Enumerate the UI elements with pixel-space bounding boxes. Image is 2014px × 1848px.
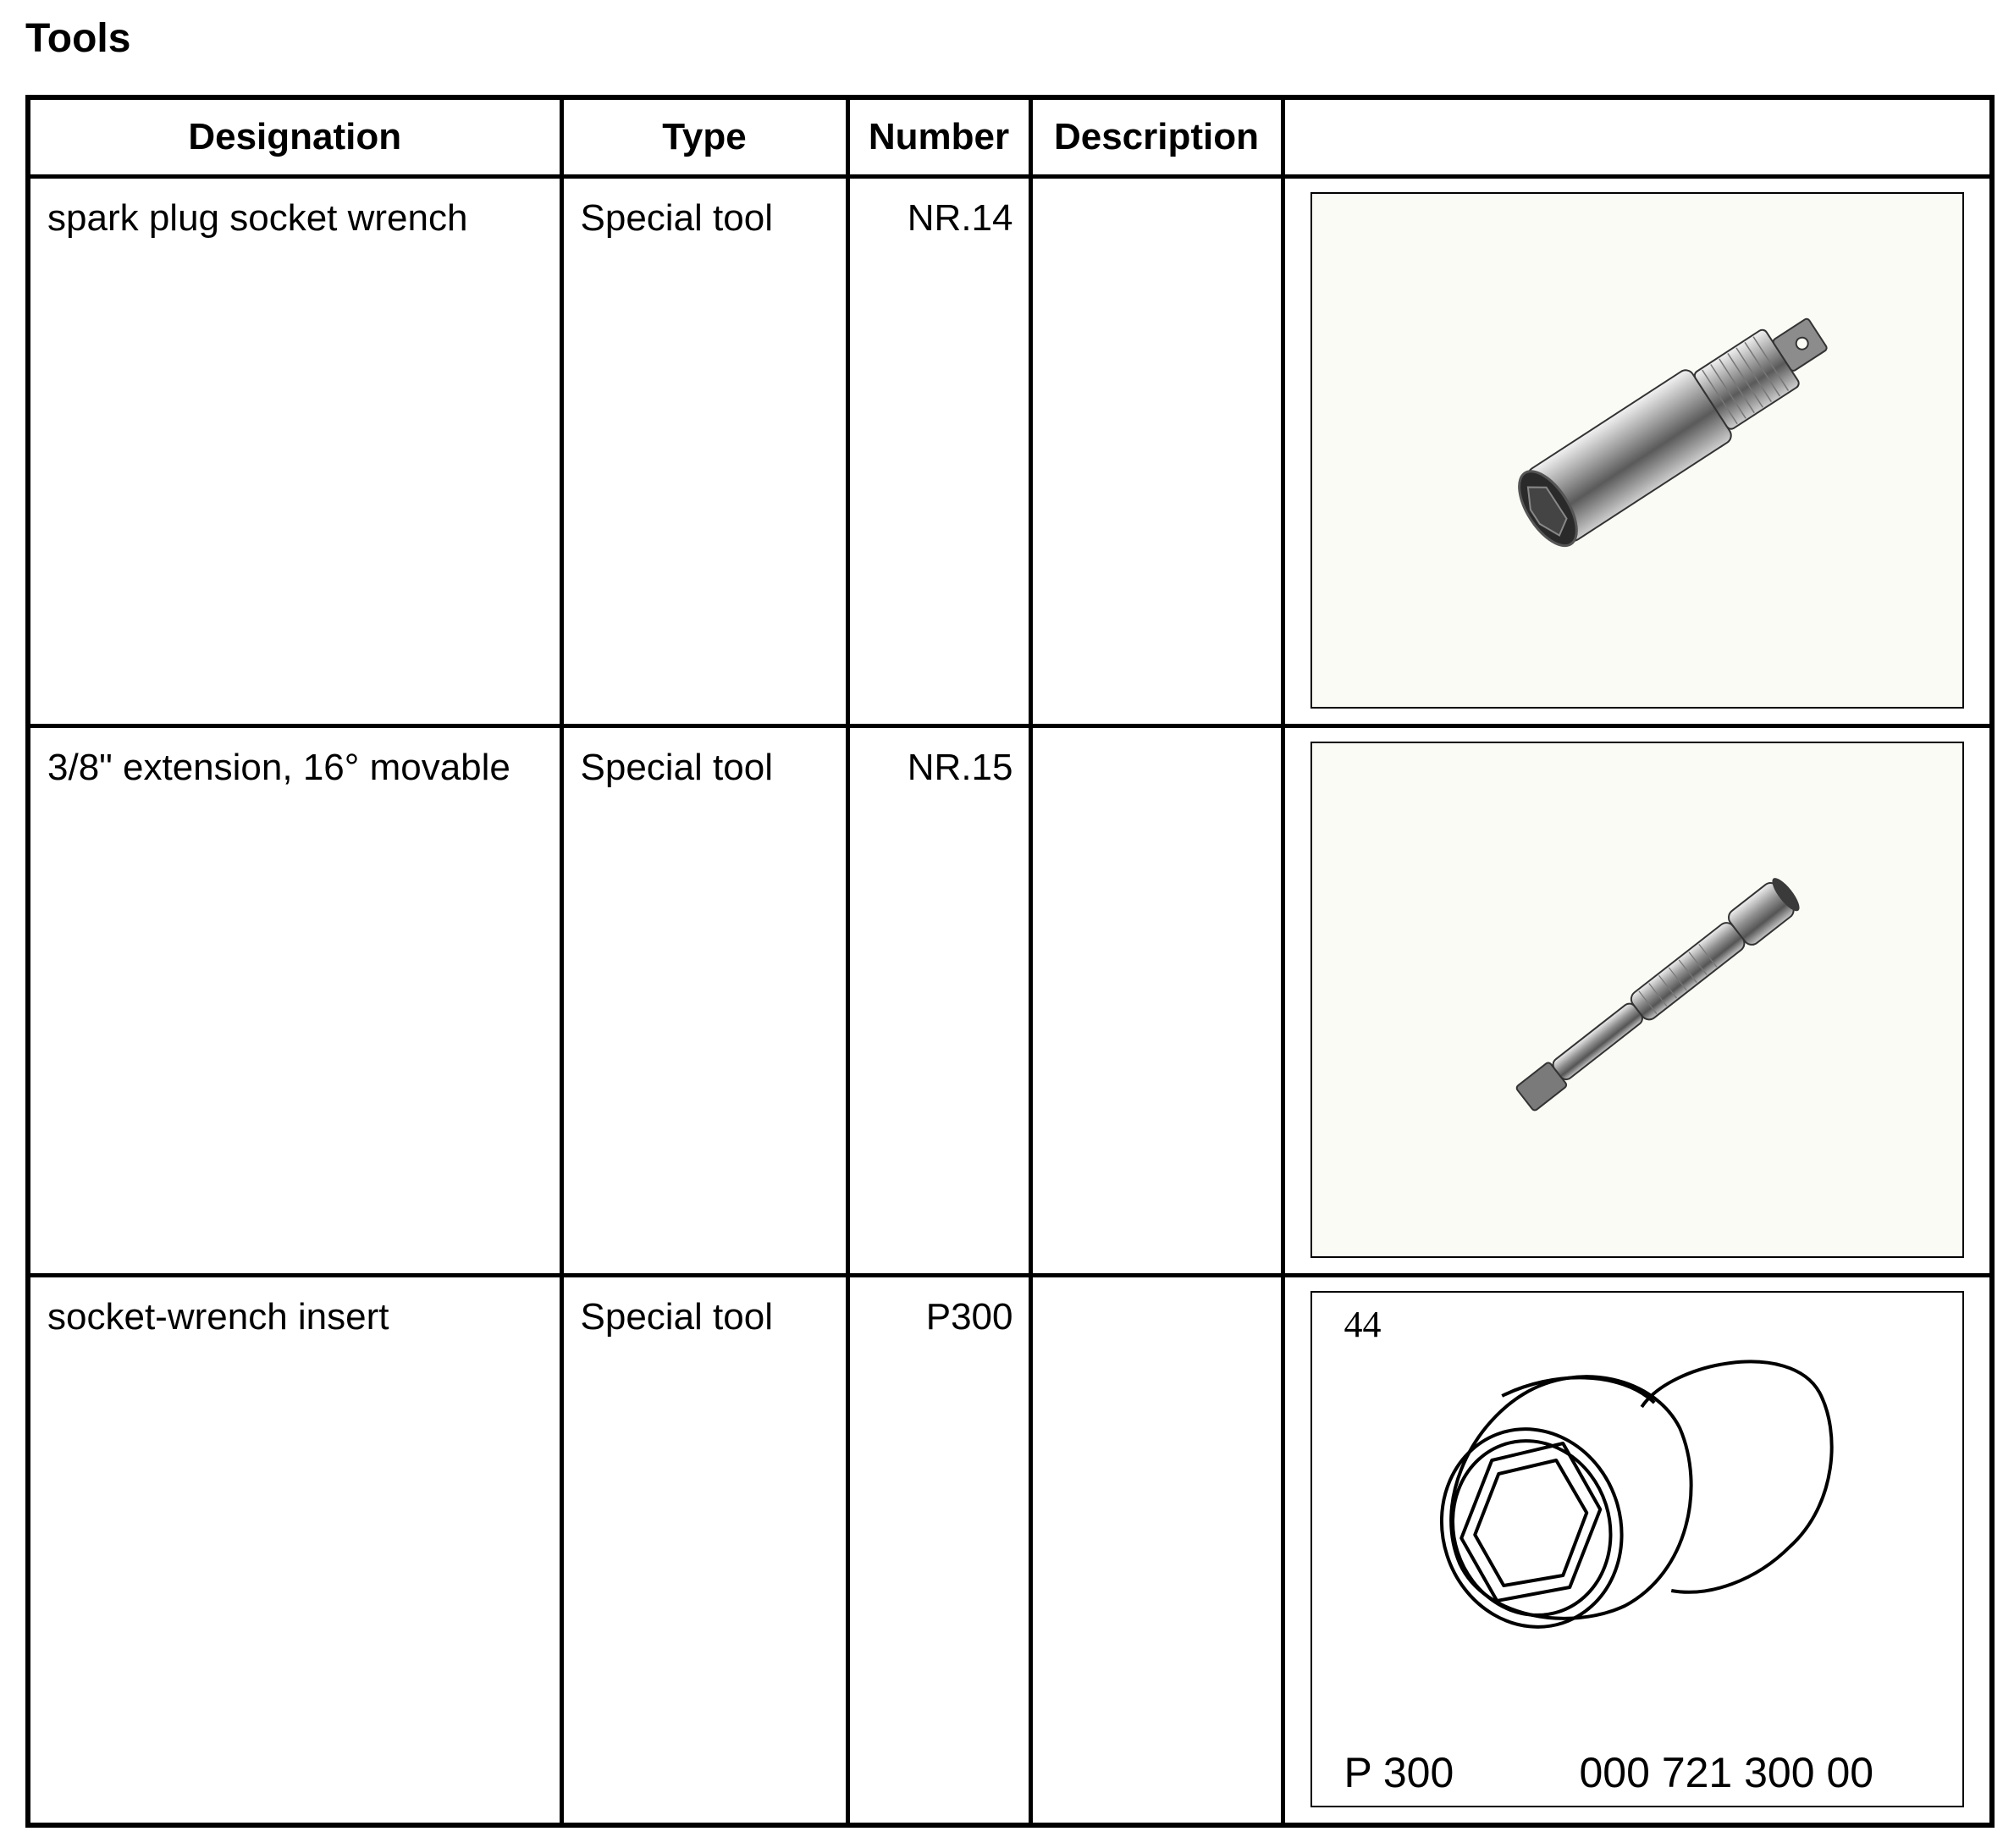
header-designation: Designation (28, 97, 561, 177)
drawing-tool-label: P 300 (1344, 1749, 1454, 1796)
cell-description (1030, 177, 1283, 726)
cell-image (1283, 177, 1992, 726)
cell-description (1030, 726, 1283, 1276)
cell-number: NR.15 (847, 726, 1030, 1276)
extension-bar-icon (1310, 742, 1965, 1258)
cell-type: Special tool (561, 177, 847, 726)
table-row (28, 177, 1992, 726)
cell-type: Special tool (561, 726, 847, 1276)
table-row (28, 726, 1992, 1276)
cell-designation: socket-wrench insert (28, 1276, 561, 1826)
cell-image (1283, 726, 1992, 1276)
cell-designation: spark plug socket wrench (28, 177, 561, 726)
table-header-row (28, 97, 1992, 177)
table-row (28, 1276, 1992, 1826)
cell-type: Special tool (561, 1276, 847, 1826)
header-description: Description (1030, 97, 1283, 177)
tools-table (25, 95, 1995, 1828)
spark-plug-socket-icon (1310, 192, 1965, 709)
cell-number: NR.14 (847, 177, 1030, 726)
socket-insert-drawing-icon (1310, 1291, 1965, 1807)
cell-designation: 3/8" extension, 16° movable (28, 726, 561, 1276)
cell-image (1283, 1276, 1992, 1826)
header-image (1283, 97, 1992, 177)
cell-number: P300 (847, 1276, 1030, 1826)
header-type: Type (561, 97, 847, 177)
drawing-size-label: 44 (1344, 1304, 1382, 1345)
drawing-part-number: 000 721 300 00 (1579, 1749, 1874, 1796)
page-title: Tools (25, 16, 131, 61)
header-number: Number (847, 97, 1030, 177)
cell-description (1030, 1276, 1283, 1826)
